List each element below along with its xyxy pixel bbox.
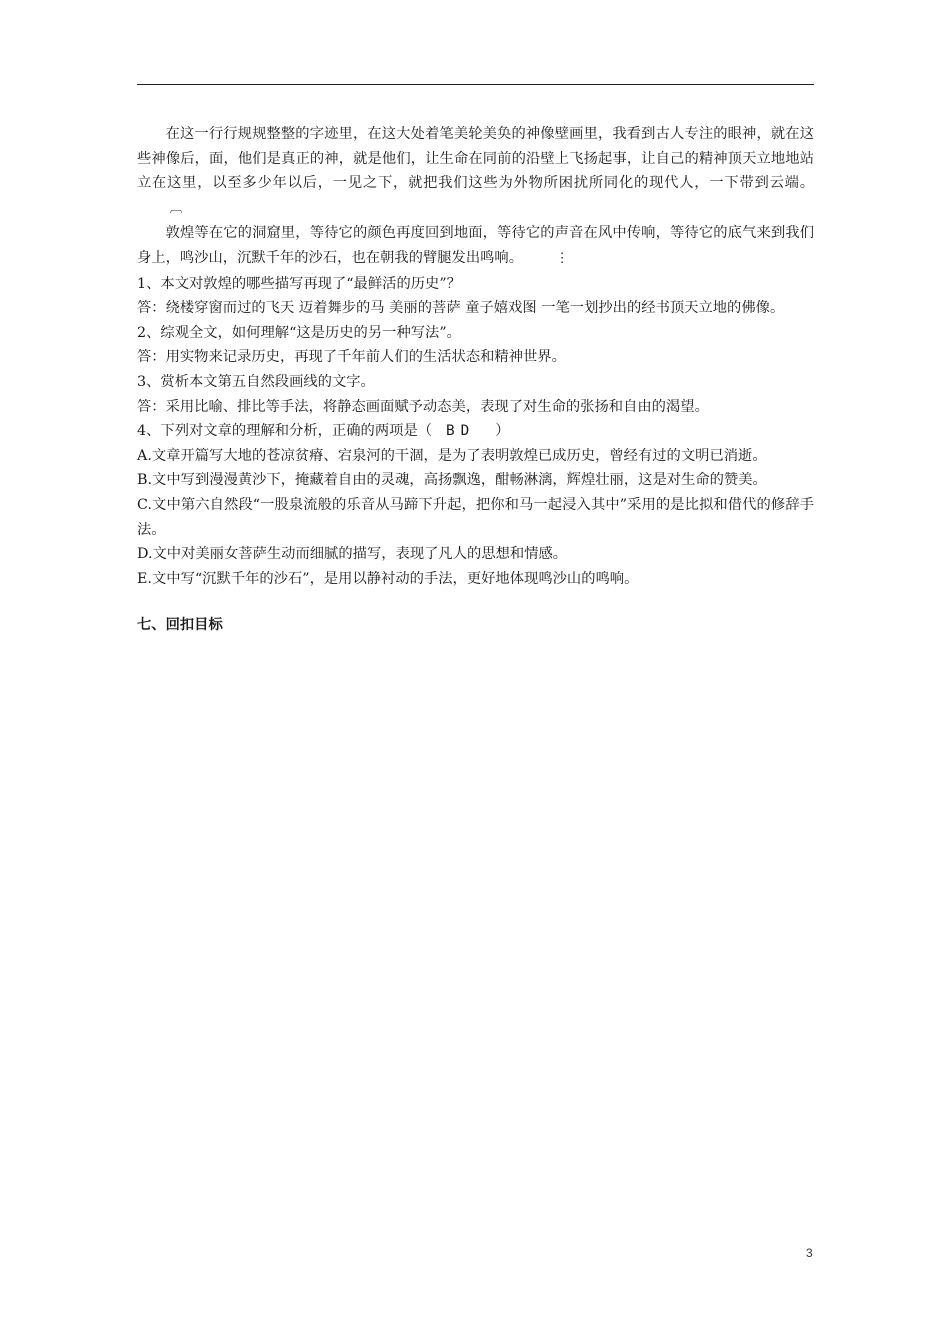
section-title: 七、回扣目标 — [137, 617, 223, 634]
answer-2: 答：用实物来记录历史，再现了千年前人们的生活状态和精神世界。 — [137, 349, 566, 366]
question-3: 3、赏析本文第五自然段画线的文字。 — [137, 373, 375, 390]
page-number: 3 — [806, 1246, 813, 1260]
question-1: 1、本文对敦煌的哪些描写再现了“最鲜活的历史”？ — [137, 275, 461, 292]
question-4-answer: BD — [446, 423, 476, 440]
question-4-prefix: 4、下列对文章的理解和分析，正确的两项是（ — [137, 423, 433, 440]
option-d: D.文中对美丽女菩萨生动而细腻的描写，表现了凡人的思想和情感。 — [137, 546, 568, 563]
question-4 — [137, 419, 814, 444]
paragraph-1 — [137, 122, 814, 221]
answer-1: 答：绕楼穿窗而过的飞天 迈着舞步的马 美丽的菩萨 童子嬉戏图 一笔一划抄出的经书顶天立地的佛像。 — [137, 300, 785, 317]
question-4-suffix: ） — [495, 423, 510, 440]
paragraph-2 — [137, 221, 814, 271]
paragraph-2-mark: ⋮ — [555, 250, 569, 266]
paragraph-1-text: 在这一行行规规整整的字迹里，在这大处着笔美轮美奂的神像壁画里，我看到古人专注的眼神，就在这些神像后，面，他们是真正的神，就是他们，让生命在同前的沿壁上飞扬起事，让自己的精神顶天立地地站立在这里，以至多少年以后，一见之下，就把我们这些为外物所困扰所同化的现代人，一下带到云端。 — [137, 126, 814, 192]
paragraph-1-mark: ︹ — [169, 200, 183, 216]
header-rule — [137, 84, 814, 85]
option-b: B.文中写到漫漫黄沙下，掩藏着自由的灵魂，高扬飘逸，酣畅淋漓，辉煌壮丽，这是对生命的赞美。 — [137, 472, 767, 489]
paragraph-2-text: 敦煌等在它的洞窟里，等待它的颜色再度回到地面，等待它的声音在风中传响，等待它的底气来到我们身上，鸣沙山，沉默千年的沙石，也在朝我的臂腿发出鸣响。 — [137, 225, 814, 266]
option-a: A.文章开篇写大地的苍凉贫瘠、宕泉河的干涸，是为了表明敦煌已成历史，曾经有过的文明已消逝。 — [137, 447, 767, 464]
page-content — [137, 122, 814, 638]
option-c: C.文中第六自然段“一股泉流般的乐音从马蹄下升起，把你和马一起浸入其中”采用的是比拟和借代的修辞手法。 — [137, 496, 814, 538]
option-e: E.文中写“沉默千年的沙石”，是用以静衬动的手法，更好地体现鸣沙山的鸣响。 — [137, 570, 639, 587]
answer-3: 答：采用比喻、排比等手法，将静态画面赋予动态美，表现了对生命的张扬和自由的渴望。 — [137, 398, 709, 415]
question-2: 2、综观全文，如何理解“这是历史的另一种写法”。 — [137, 324, 461, 341]
